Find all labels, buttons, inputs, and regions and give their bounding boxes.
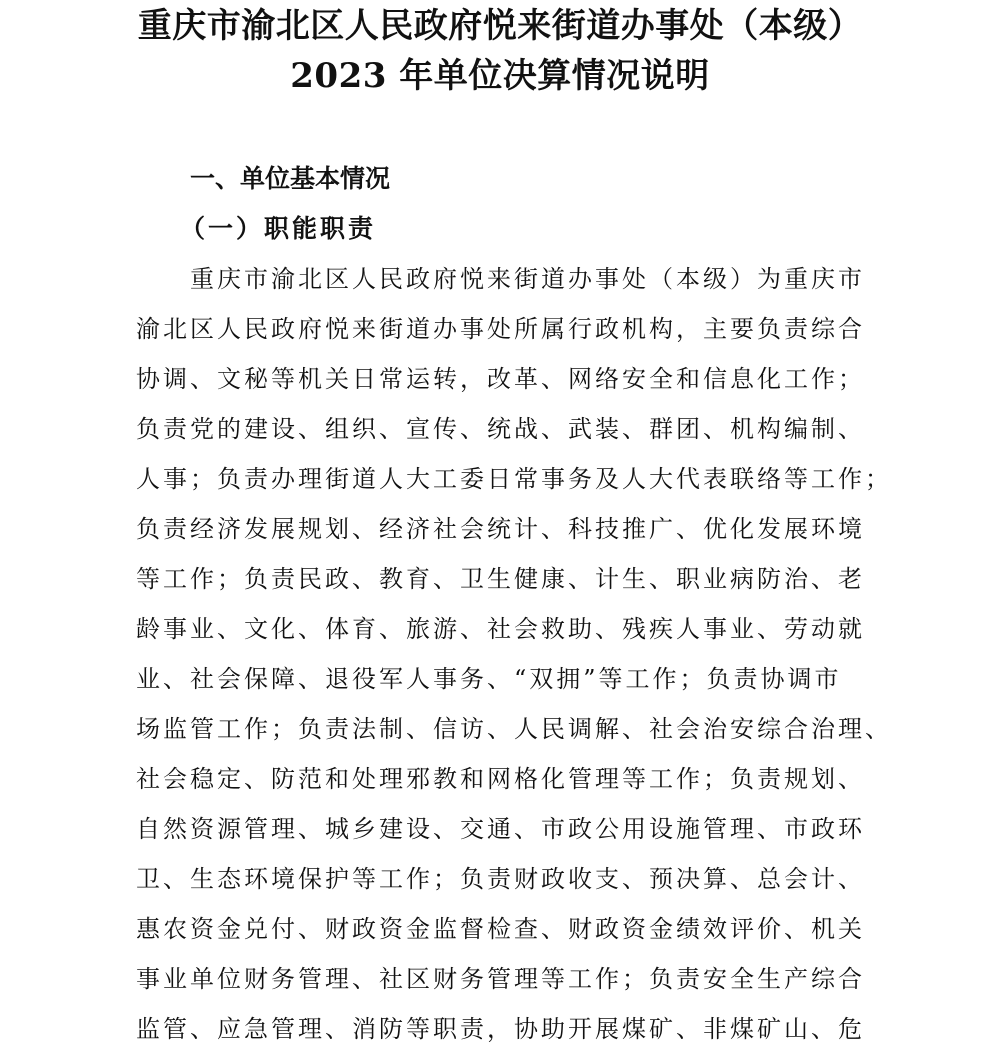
body-line-5: 人事；负责办理街道人大工委日常事务及人大代表联络等工作； (136, 465, 892, 493)
body-line-7: 等工作；负责民政、教育、卫生健康、计生、职业病防治、老 (136, 565, 865, 593)
body-line-10: 场监管工作；负责法制、信访、人民调解、社会治安综合治理、 (136, 715, 892, 743)
subsection-heading-functions: （一）职能职责 (180, 214, 377, 243)
body-line-9: 业、社会保障、退役军人事务、“双拥”等工作；负责协调市 (136, 665, 842, 693)
body-line-16: 监管、应急管理、消防等职责，协助开展煤矿、非煤矿山、危 (136, 1015, 865, 1043)
body-line-2: 渝北区人民政府悦来街道办事处所属行政机构，主要负责综合 (136, 315, 865, 343)
body-line-15: 事业单位财务管理、社区财务管理等工作；负责安全生产综合 (136, 965, 865, 993)
section-heading-unit-basic-info: 一、单位基本情况 (190, 164, 391, 193)
body-line-3: 协调、文秘等机关日常运转，改革、网络安全和信息化工作； (136, 365, 865, 393)
body-line-12: 自然资源管理、城乡建设、交通、市政公用设施管理、市政环 (136, 815, 865, 843)
body-line-13: 卫、生态环境保护等工作；负责财政收支、预决算、总会计、 (136, 865, 865, 893)
body-line-4: 负责党的建设、组织、宣传、统战、武装、群团、机构编制、 (136, 415, 865, 443)
body-line-8: 龄事业、文化、体育、旅游、社会救助、残疾人事业、劳动就 (136, 615, 865, 643)
body-line-6: 负责经济发展规划、经济社会统计、科技推广、优化发展环境 (136, 515, 865, 543)
document-title-line-1: 重庆市渝北区人民政府悦来街道办事处（本级） (137, 6, 863, 46)
body-line-14: 惠农资金兑付、财政资金监督检查、财政资金绩效评价、机关 (136, 915, 865, 943)
document-title-line-2: 2023 年单位决算情况说明 (290, 56, 710, 96)
body-line-1: 重庆市渝北区人民政府悦来街道办事处（本级）为重庆市 (190, 265, 865, 293)
body-line-11: 社会稳定、防范和处理邪教和网格化管理等工作；负责规划、 (136, 765, 865, 793)
